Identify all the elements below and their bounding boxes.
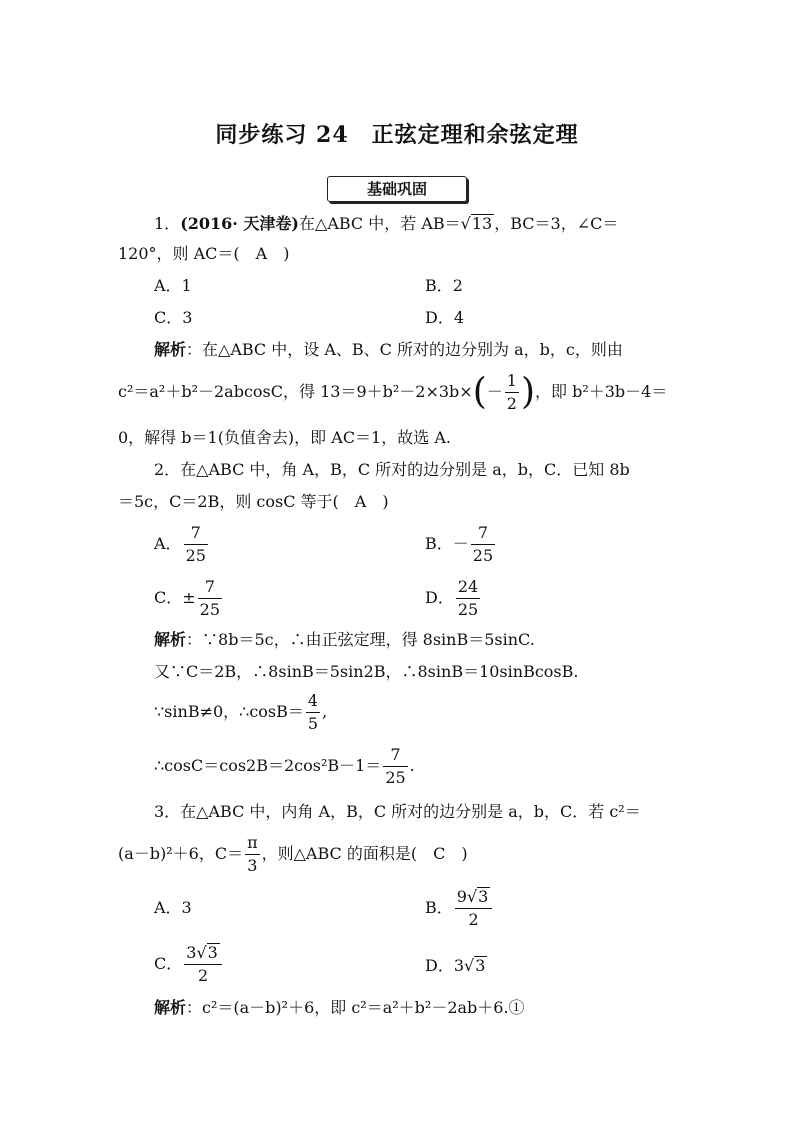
q3-option-c: C． $\frac{3√3}{2}$: [154, 942, 224, 987]
q2-option-c: C．± $\frac{7}{25}$: [154, 577, 221, 619]
q1-option-d: D．4: [425, 308, 465, 327]
question-2-stem-cont: ＝5c，C＝2B，则 cosC 等于( A ): [118, 492, 389, 511]
question-number: 1．: [154, 214, 181, 233]
q2-solution-line-4: ∴cosC＝cos2B＝2cos²B－1＝ $\frac{7}{25}$ .: [154, 745, 415, 787]
question-1-stem: [154, 214, 618, 232]
q3-option-b: B． $\frac{9√3}{2}$: [425, 886, 494, 931]
fraction: $\frac{1}{2}$: [506, 371, 517, 413]
sqrt-13: √13: [460, 214, 493, 233]
q2-solution-line-2: 又∵C＝2B，∴8sinB＝5sin2B，∴8sinB＝10sinBcosB.: [154, 662, 579, 681]
q1-solution-line-3: 0，解得 b＝1(负值舍去)，即 AC＝1，故选 A.: [118, 428, 451, 447]
solution-label: 解析: [154, 630, 187, 649]
q1-solution-line-1: 解析：在△ABC 中，设 A、B、C 所对的边分别为 a，b，c，则由: [154, 340, 623, 359]
q2-option-d: D． $\frac{24}{25}$: [425, 577, 479, 619]
question-3-stem-cont: (a－b)²＋6，C＝ $\frac{\pi}{3}$ ，则△ABC 的面积是( C ): [118, 833, 468, 875]
question-2-stem: 2．在△ABC 中，角 A，B，C 所对的边分别是 a，b，C．已知 8b: [154, 460, 630, 479]
section-badge: 基础巩固: [327, 176, 467, 202]
question-source: (2016· 天津卷): [180, 214, 300, 233]
solution-label: 解析: [154, 340, 187, 359]
question-3-stem: 3．在△ABC 中，内角 A，B，C 所对的边分别是 a，b，C．若 c²＝: [154, 802, 641, 821]
q3-option-a: A．3: [154, 898, 192, 917]
q2-solution-line-1: 解析：∵8b＝5c，∴由正弦定理，得 8sinB＝5sinC.: [154, 630, 535, 649]
stem-text: 在△ABC 中，若 AB＝: [299, 214, 461, 233]
q1-option-c: C．3: [154, 308, 193, 327]
q2-solution-line-3: ∵sinB≠0，∴cosB＝ $\frac{4}{5}$ ,: [154, 691, 328, 733]
q1-option-a: A．1: [154, 276, 192, 295]
q3-solution-line-1: 解析：c²＝(a－b)²＋6，即 c²＝a²＋b²－2ab＋6.①: [154, 998, 525, 1017]
question-1-stem-cont: 120°，则 AC＝( A ): [118, 244, 290, 263]
page-title: 同步练习 24 正弦定理和余弦定理: [215, 122, 579, 148]
q1-solution-line-2: c²＝a²＋b²－2abcosC，得 13＝9＋b²－2×3b×(－ $\frac{1}{2}$ )，即 b²＋3b－4＝: [118, 371, 668, 413]
q1-option-b: B．2: [425, 276, 463, 295]
q2-option-a: A． $\frac{7}{25}$: [154, 523, 206, 565]
q2-option-b: B．－ $\frac{7}{25}$: [425, 523, 494, 565]
stem-text: ，BC＝3，∠C＝: [494, 214, 619, 233]
solution-label: 解析: [154, 998, 187, 1017]
q3-option-d: D．3√3: [425, 956, 486, 975]
